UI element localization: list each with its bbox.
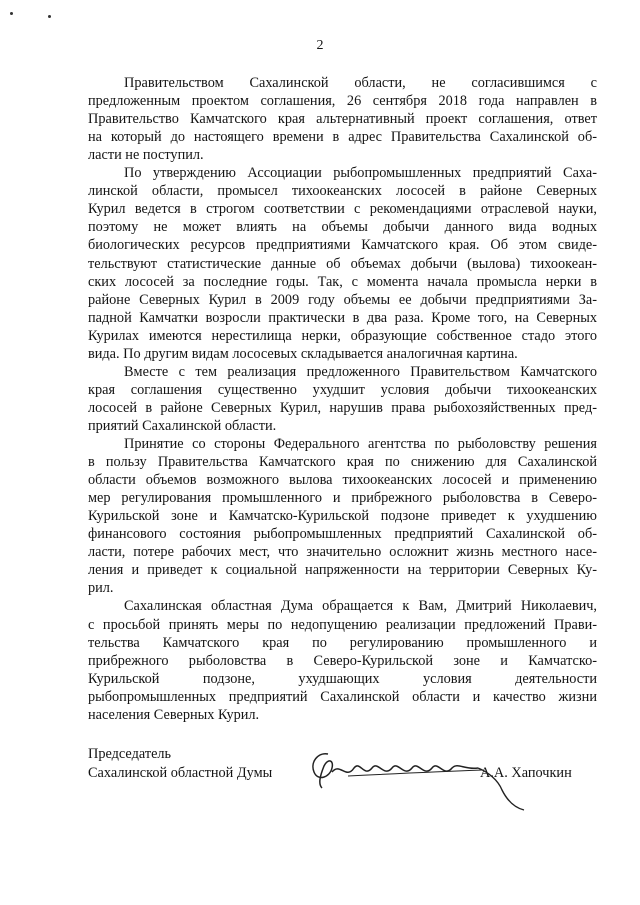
text-line: мер регулирования промышленного и прибрежного рыболовства в Северо- [88, 490, 597, 507]
text-line: поэтому не может влиять на объемы добычи данного вида водных [88, 219, 597, 236]
text-line: области объемов возможного вылова тихоокеанских лососей и применению [88, 472, 597, 489]
text-line: на который до настоящего времени в адрес Правительства Сахалинской об- [88, 129, 597, 146]
text-line: ления и приведет к социальной напряженности на территории Северных Ку- [88, 562, 597, 579]
text-line: падной Камчатки возросли практически в два раза. Кроме того, на Северных [88, 309, 597, 326]
handwritten-signature [288, 732, 538, 812]
text-line: Принятие со стороны Федерального агентства по рыболовству решения [124, 436, 597, 452]
text-line: с просьбой принять меры по недопущению реализации предложений Прави- [88, 616, 597, 633]
text-line: ласти не поступил. [88, 147, 204, 164]
text-line: прибрежного рыболовства в Северо-Курильской зоне и Камчатско- [88, 652, 597, 669]
text-line: рыбопромышленных предприятий Сахалинской области и качество жизни [88, 688, 597, 705]
text-line: Курильской зоне и Камчатско-Курильской подзоне приведет к ухудшению [88, 508, 597, 525]
text-line: Курильской подзоне, ухудшающих условия деятельности [88, 670, 597, 687]
text-line: рил. [88, 580, 114, 597]
signatory-name: А.А. Хапочкин [480, 765, 572, 781]
text-line: Правительством Сахалинской области, не согласившимся с [124, 75, 597, 91]
text-line: Курилах имеются нерестилища нерки, образующие собственное стадо этого [88, 327, 597, 344]
text-line: в пользу Правительства Камчатского края по снижению для Сахалинской [88, 454, 597, 471]
text-line: районе Северных Курил в 2009 году объемы ее добычи предприятиями За- [88, 291, 597, 308]
text-line: линской области, промысел тихоокеанских лососей в районе Северных [88, 183, 597, 200]
text-line: биологических ресурсов предприятиями Камчатского края. Об этом свиде- [88, 237, 597, 254]
text-line: По утверждению Ассоциации рыбопромышленных предприятий Саха- [124, 165, 597, 182]
text-line: предложенным проектом соглашения, 26 сентября 2018 года направлен в [88, 93, 597, 110]
signatory-title-line1: Председатель [88, 746, 172, 762]
text-line: населения Северных Курил. [88, 706, 260, 723]
signatory-title-line2: Сахалинской областной Думы [88, 765, 273, 781]
text-line: края соглашения существенно ухудшит условия добычи тихоокеанских [88, 381, 597, 398]
text-line: Вместе с тем реализация предложенного Правительством Камчатского [124, 363, 597, 380]
text-line: тельства Камчатского края по регулированию промышленного и [88, 634, 597, 651]
text-line: лососей в районе Северных Курил, нарушив права рыбохозяйственных пред- [88, 399, 597, 416]
text-line: финансового состояния рыбопромышленных предприятий Сахалинской об- [88, 526, 597, 543]
text-line: тельствуют статистические данные об объемах добычи (вылова) тихоокеан- [88, 255, 597, 272]
text-line: приятий Сахалинской области. [88, 417, 277, 434]
scan-speck [10, 12, 13, 15]
text-line: ласти, потере рабочих мест, что значительно осложнит жизнь местного насе- [88, 544, 597, 561]
text-line: вида. По другим видам лососевых складывается аналогичная картина. [88, 345, 518, 362]
text-line: Курил ведется в строгом соответствии с рекомендациями отраслевой науки, [88, 201, 597, 218]
text-line: ских лососей за последние годы. Так, с момента начала промысла нерки в [88, 273, 597, 290]
text-line: Сахалинская областная Дума обращается к Вам, Дмитрий Николаевич, [124, 598, 597, 615]
scan-speck [48, 15, 51, 18]
page-number: 2 [316, 38, 324, 53]
text-line: Правительство Камчатского края альтернативный проект соглашения, ответ [88, 111, 597, 128]
